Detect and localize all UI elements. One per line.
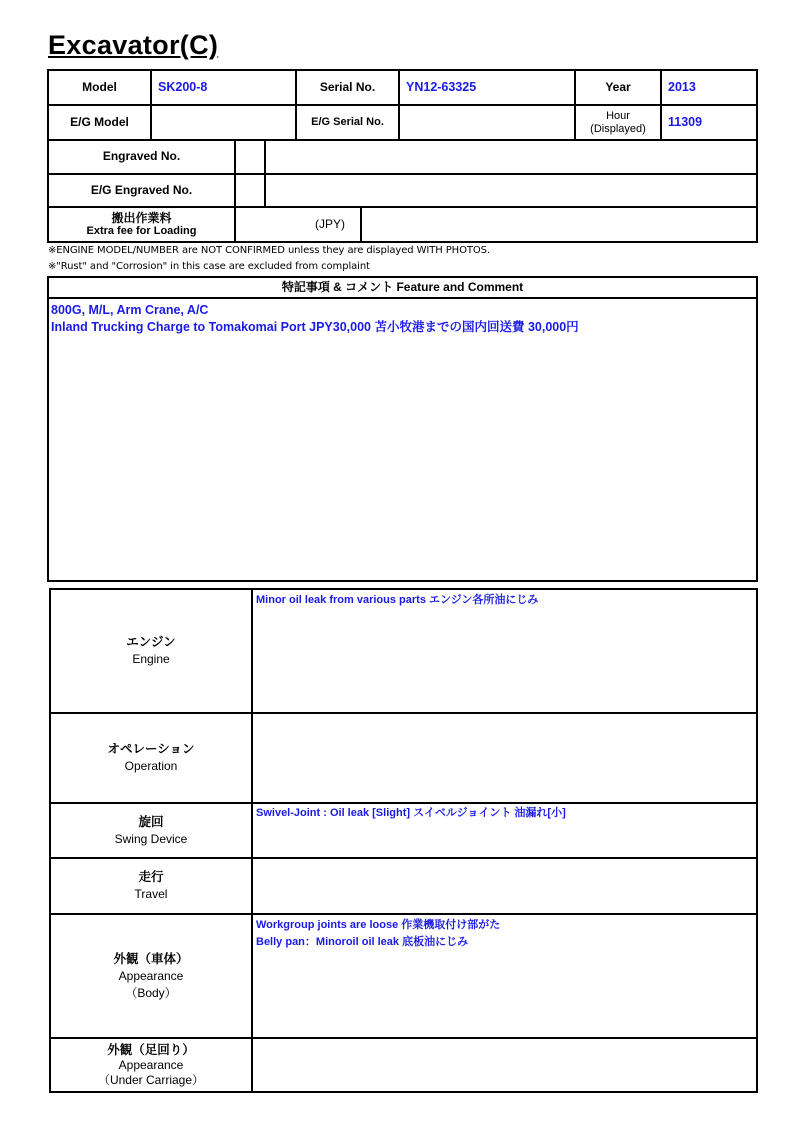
- category-en-sub: （Body）: [125, 985, 177, 1000]
- eg-engraved-label: E/G Engraved No.: [90, 182, 193, 197]
- condition-text: Workgroup joints are loose 作業機取付け部がた: [256, 919, 501, 931]
- category-jp: 外観（車体）: [113, 951, 189, 966]
- loading-label-jp: 搬出作業料: [111, 210, 172, 225]
- loading-label: [49, 208, 234, 241]
- condition-text: Minor oil leak from various parts エンジン各所油にじみ: [256, 594, 539, 606]
- eg-serial-value: [400, 106, 574, 139]
- eg-model-value: [152, 106, 295, 139]
- category-jp: 外観（足回り）: [107, 1042, 195, 1057]
- feature-header: 特記事項 & コメント Feature and Comment: [281, 279, 524, 294]
- page-title: Excavator(C): [48, 30, 219, 60]
- category-appearance-body: [51, 915, 251, 1037]
- category-en: Appearance: [118, 968, 184, 983]
- eg-model-label: E/G Model: [70, 114, 129, 129]
- model-label: Model: [82, 79, 117, 94]
- eg-serial-label: E/G Serial No.: [311, 116, 384, 129]
- loading-currency: (JPY): [315, 216, 345, 231]
- serial-label: Serial No.: [319, 79, 376, 94]
- note-engine: ※ENGINE MODEL/NUMBER are NOT CONFIRMED unless they are displayed WITH PHOTOS.: [48, 245, 490, 256]
- category-jp: 旋回: [138, 814, 164, 829]
- year-label: Year: [605, 79, 631, 94]
- year-value: 2013: [668, 80, 696, 95]
- category-en: Travel: [134, 887, 168, 901]
- category-en-sub: （Under Carriage）: [97, 1072, 205, 1087]
- engraved-label: Engraved No.: [102, 149, 181, 164]
- loading-label-en: Extra fee for Loading: [86, 224, 197, 237]
- category-appearance-undercarriage: [51, 1039, 251, 1091]
- category-jp: 走行: [138, 870, 164, 884]
- condition-text: Belly pan：Minoroil oil leak 底板油にじみ: [256, 936, 469, 948]
- category-engine: [51, 590, 251, 712]
- category-operation: [51, 714, 251, 802]
- feature-line: Inland Trucking Charge to Tomakomai Port JPY30,000 苫小牧港までの国内回送費 30,000円: [51, 320, 579, 334]
- hour-value: 11309: [668, 115, 703, 130]
- category-travel: [51, 859, 251, 913]
- category-en: Appearance: [118, 1057, 184, 1072]
- hour-label-line2: (Displayed): [590, 122, 646, 135]
- model-value: SK200-8: [158, 80, 208, 95]
- serial-value: YN12-63325: [406, 80, 477, 95]
- category-en: Engine: [132, 652, 170, 666]
- category-jp: エンジン: [126, 635, 176, 649]
- category-en: Swing Device: [114, 831, 188, 846]
- category-jp: オペレーション: [107, 742, 195, 756]
- hour-label-line1: Hour: [606, 109, 630, 122]
- hour-label: [576, 106, 660, 139]
- note-rust: ※"Rust" and "Corrosion" in this case are excluded from complaint: [48, 261, 370, 272]
- category-en: Operation: [124, 759, 178, 773]
- category-swing: [51, 804, 251, 857]
- feature-line: 800G, M/L, Arm Crane, A/C: [51, 303, 209, 317]
- condition-text: Swivel-Joint : Oil leak [Slight] スイベルジョイント 油漏れ[小]: [256, 807, 566, 819]
